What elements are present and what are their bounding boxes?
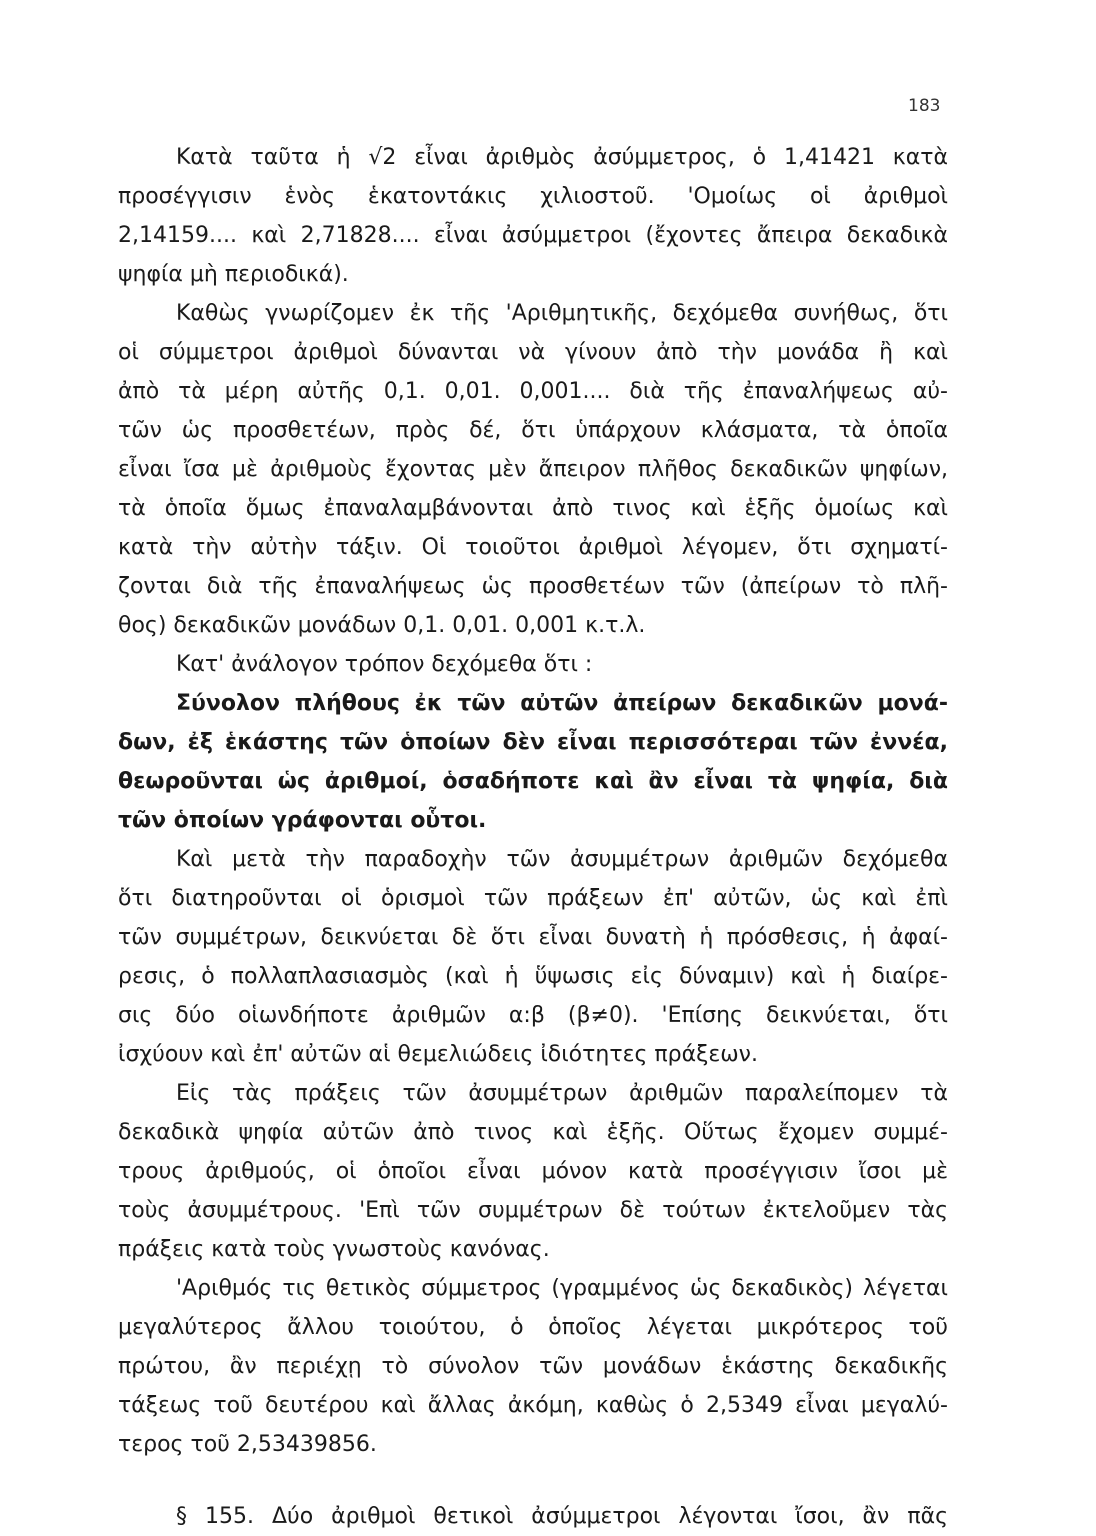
text-line: Κατὰ ταῦτα ἡ √2 εἶναι ἀριθμὸς ἀσύμμετρος, ὁ 1,41421 κατὰ: [176, 145, 948, 170]
text-line: 'Αριθμός τις θετικὸς σύμμετρος (γραμμένος ὡς δεκαδικὸς) λέγεται: [176, 1276, 948, 1301]
text-line: εἶναι ἴσα μὲ ἀριθμοὺς ἔχοντας μὲν ἄπειρον πλῆθος δεκαδικῶν ψηφίων,: [118, 457, 948, 482]
text-line: ψηφία μὴ περιοδικά).: [118, 262, 349, 287]
text-line: μεγαλύτερος ἄλλου τοιούτου, ὁ ὁποῖος λέγεται μικρότερος τοῦ: [118, 1315, 948, 1340]
text-line: 2,14159.... καὶ 2,71828.... εἶναι ἀσύμμετροι (ἔχοντες ἄπειρα δεκαδικὰ: [118, 223, 948, 248]
text-line: § 155. Δύο ἀριθμοὶ θετικοὶ ἀσύμμετροι λέγονται ἴσοι, ἂν πᾶς: [176, 1504, 948, 1529]
page-number: 183: [908, 96, 941, 116]
section-gap: [118, 1464, 948, 1497]
text-line: ρεσις, ὁ πολλαπλασιασμὸς (καὶ ἡ ὕψωσις εἰς δύναμιν) καὶ ἡ διαίρε-: [118, 964, 948, 989]
text-line: τοὺς ἀσυμμέτρους. 'Επὶ τῶν συμμέτρων δὲ τούτων ἐκτελοῦμεν τὰς: [118, 1198, 948, 1223]
text-line: κατὰ τὴν αὐτὴν τάξιν. Οἱ τοιοῦτοι ἀριθμοὶ λέγομεν, ὅτι σχηματί-: [118, 535, 948, 560]
text-line: θος) δεκαδικῶν μονάδων 0,1. 0,01. 0,001 κ.τ.λ.: [118, 613, 646, 638]
text-line: πρώτου, ἂν περιέχῃ τὸ σύνολον τῶν μονάδων ἑκάστης δεκαδικῆς: [118, 1354, 948, 1379]
bold-text-line: Σύνολον πλήθους ἐκ τῶν αὐτῶν ἀπείρων δεκαδικῶν μονά-: [176, 691, 948, 716]
text-line: τερος τοῦ 2,53439856.: [118, 1432, 377, 1457]
text-line: τῶν ὡς προσθετέων, πρὸς δέ, ὅτι ὑπάρχουν κλάσματα, τὰ ὁποῖα: [118, 418, 948, 443]
text-line: Κατ' ἀνάλογον τρόπον δεχόμεθα ὅτι :: [176, 652, 593, 677]
text-line: τὰ ὁποῖα ὅμως ἐπαναλαμβάνονται ἀπὸ τινος καὶ ἑξῆς ὁμοίως καὶ: [118, 496, 948, 521]
text-line: σις δύο οἱωνδήποτε ἀριθμῶν α:β (β≠0). 'Επίσης δεικνύεται, ὅτι: [118, 1003, 948, 1028]
text-line: Καθὼς γνωρίζομεν ἐκ τῆς 'Αριθμητικῆς, δεχόμεθα συνήθως, ὅτι: [176, 301, 948, 326]
text-line: πράξεις κατὰ τοὺς γνωστοὺς κανόνας.: [118, 1237, 550, 1262]
text-line: ζονται διὰ τῆς ἐπαναλήψεως ὡς προσθετέων τῶν (ἀπείρων τὸ πλῆ-: [118, 574, 948, 599]
text-line: τρους ἀριθμούς, οἱ ὁποῖοι εἶναι μόνον κατὰ προσέγγισιν ἴσοι μὲ: [118, 1159, 948, 1184]
text-line: οἱ σύμμετροι ἀριθμοὶ δύνανται νὰ γίνουν ἀπὸ τὴν μονάδα ἢ καὶ: [118, 340, 948, 365]
body-text: [118, 138, 948, 1536]
bold-text-line: θεωροῦνται ὡς ἀριθμοί, ὁσαδήποτε καὶ ἂν εἶναι τὰ ψηφία, διὰ: [118, 769, 948, 794]
text-line: τάξεως τοῦ δευτέρου καὶ ἄλλας ἀκόμη, καθὼς ὁ 2,5349 εἶναι μεγαλύ-: [118, 1393, 948, 1418]
text-line: δεκαδικὰ ψηφία αὐτῶν ἀπὸ τινος καὶ ἑξῆς. Οὕτως ἔχομεν συμμέ-: [118, 1120, 948, 1145]
bold-text-line: δων, ἐξ ἑκάστης τῶν ὁποίων δὲν εἶναι περισσότεραι τῶν ἐννέα,: [118, 730, 948, 755]
bold-text-line: τῶν ὁποίων γράφονται οὗτοι.: [118, 808, 487, 833]
text-line: ὅτι διατηροῦνται οἱ ὁρισμοὶ τῶν πράξεων ἐπ' αὐτῶν, ὡς καὶ ἐπὶ: [118, 886, 948, 911]
text-line: Καὶ μετὰ τὴν παραδοχὴν τῶν ἀσυμμέτρων ἀριθμῶν δεχόμεθα: [176, 847, 948, 872]
text-line: Εἰς τὰς πράξεις τῶν ἀσυμμέτρων ἀριθμῶν παραλείπομεν τὰ: [176, 1081, 948, 1106]
text-line: ἀπὸ τὰ μέρη αὐτῆς 0,1. 0,01. 0,001.... διὰ τῆς ἐπαναλήψεως αὐ-: [118, 379, 948, 404]
text-line: ἰσχύουν καὶ ἐπ' αὐτῶν αἱ θεμελιώδεις ἰδιότητες πράξεων.: [118, 1042, 758, 1067]
text-line: προσέγγισιν ἑνὸς ἑκατοντάκις χιλιοστοῦ. 'Ομοίως οἱ ἀριθμοὶ: [118, 184, 948, 209]
text-line: τῶν συμμέτρων, δεικνύεται δὲ ὅτι εἶναι δυνατὴ ἡ πρόσθεσις, ἡ ἀφαί-: [118, 925, 948, 950]
